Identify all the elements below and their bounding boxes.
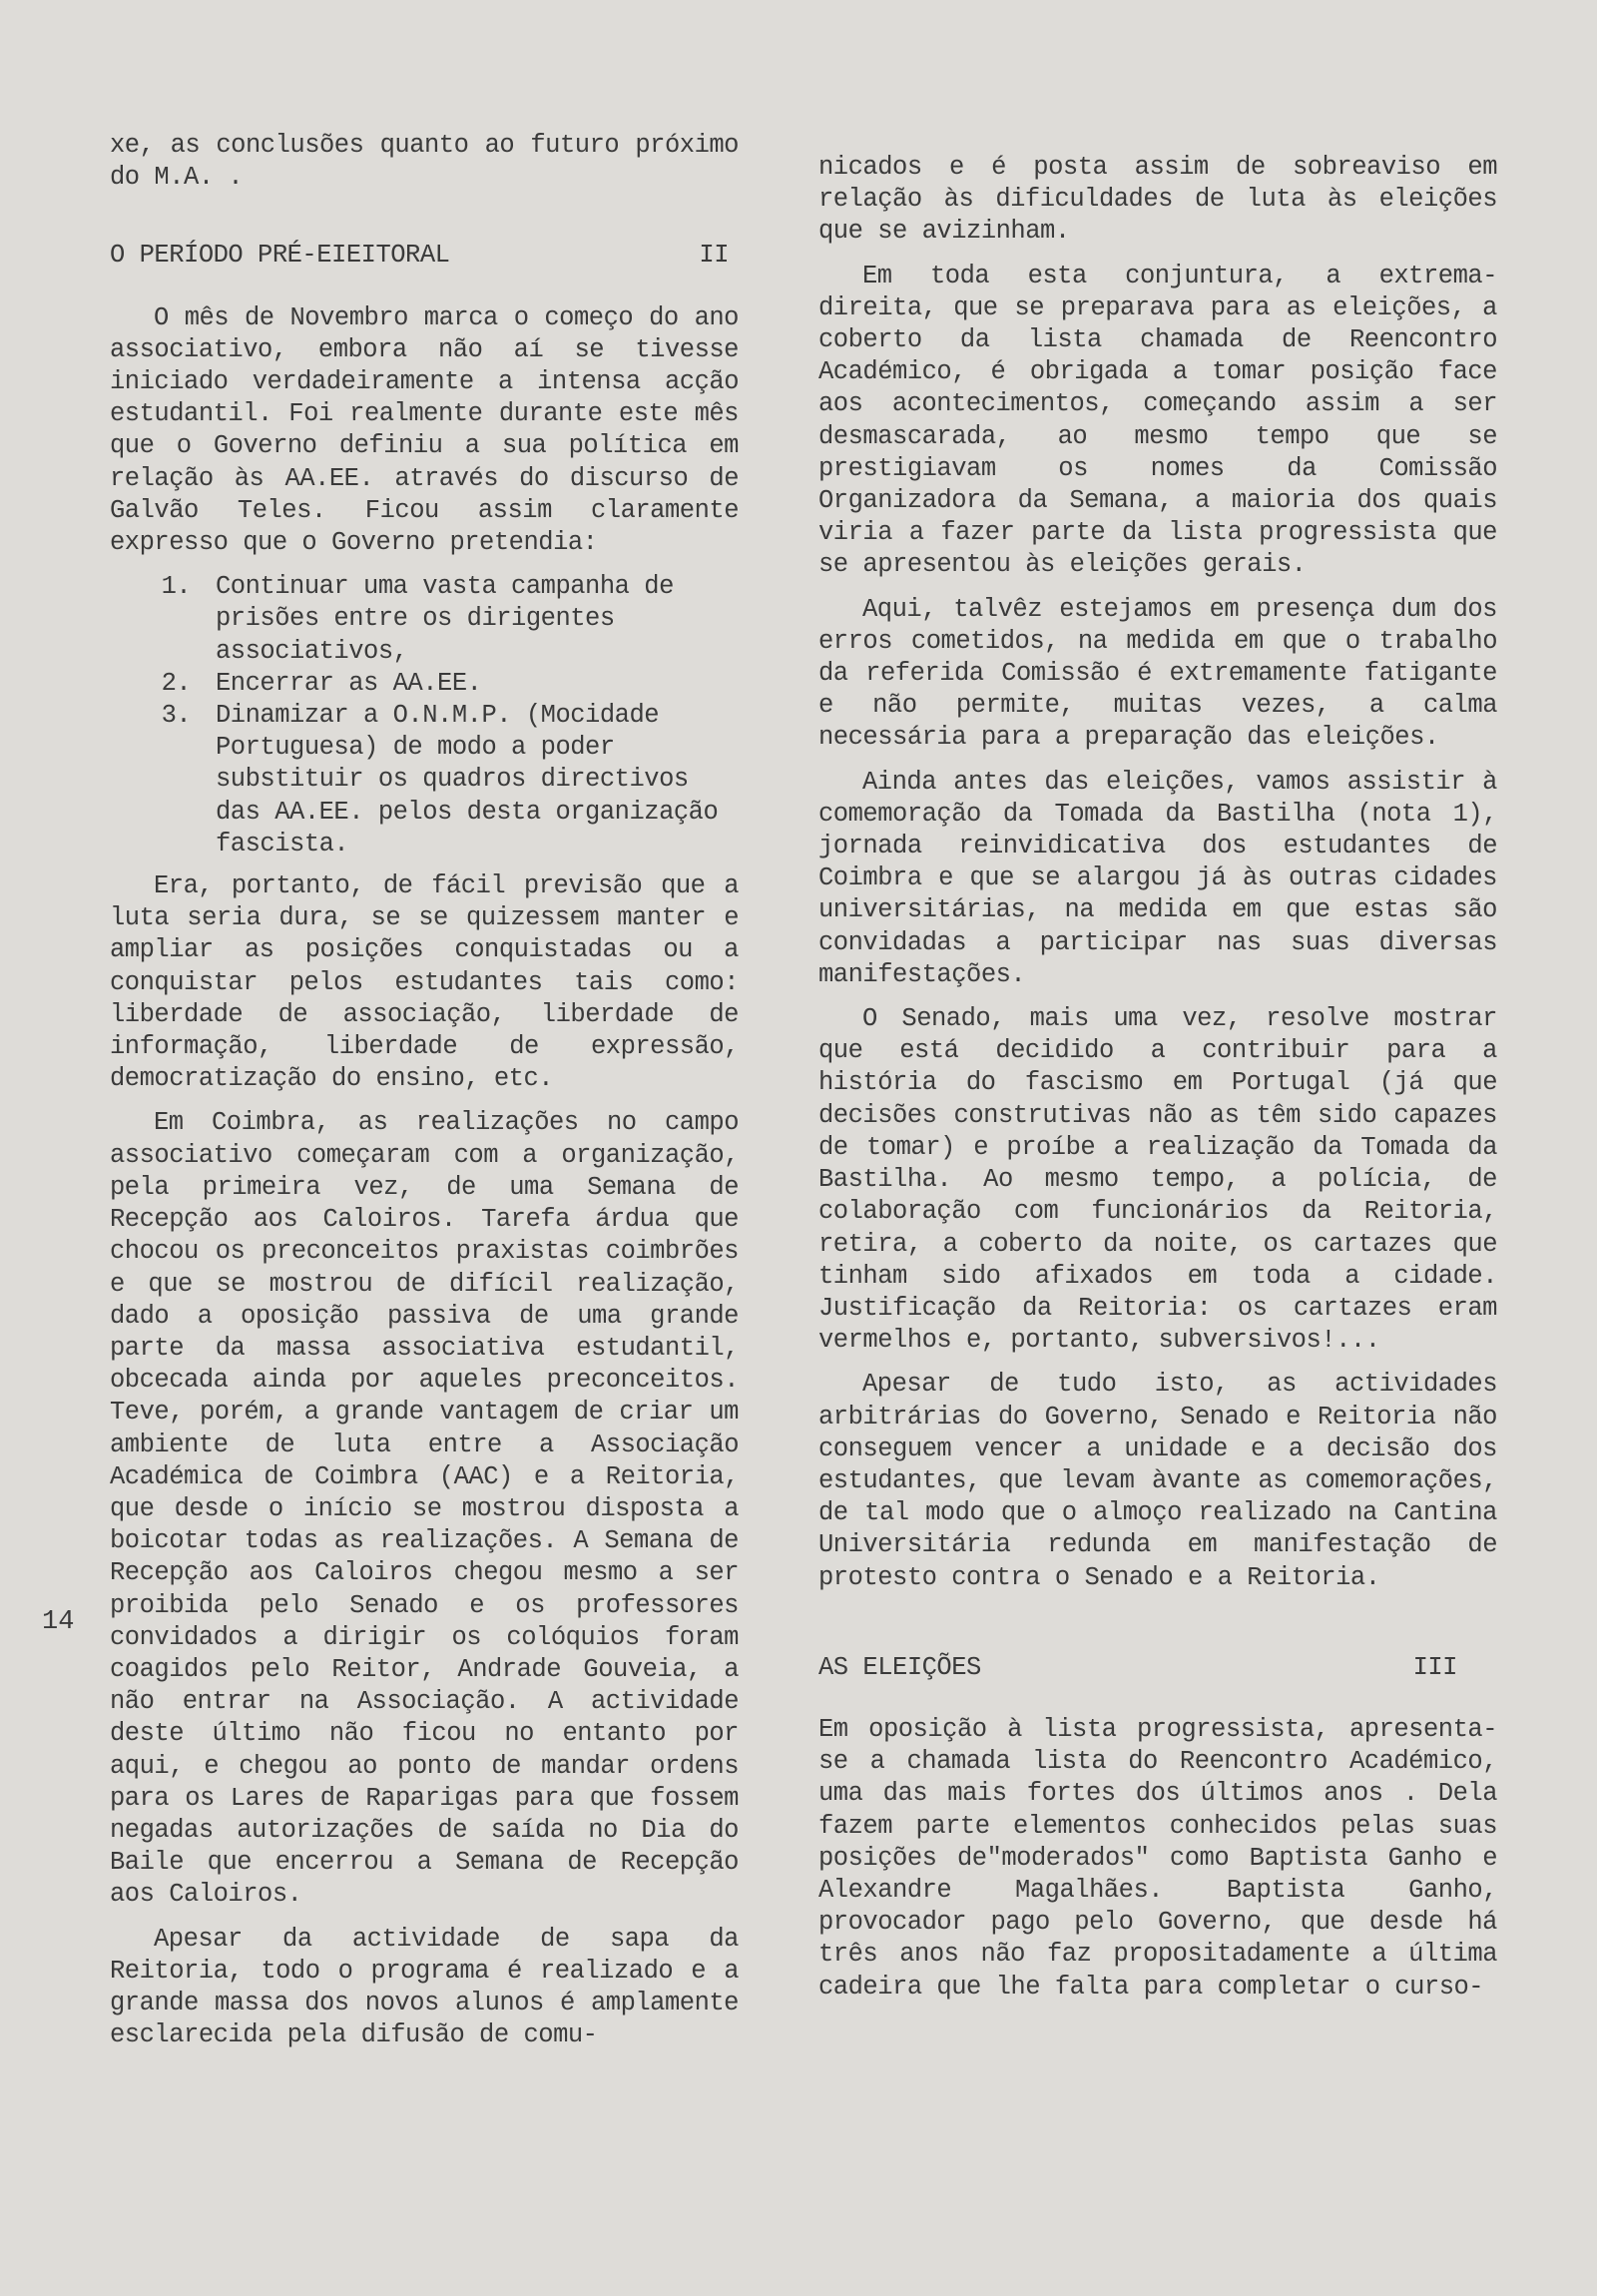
section-heading-iii [818,1652,1497,1684]
intro-paragraph: xe, as conclusões quanto ao futuro próximo do M.A. . [110,131,739,193]
section-title: AS ELEIÇÕES [818,1652,981,1682]
paragraph: Em Coimbra, as realizações no campo associativo começaram com a organização, pela primeira vez, de uma Semana de Recepção aos Caloiros. Tarefa árdua que chocou os preconceitos praxistas coimbrões e que se mostrou de difícil realização, dado a oposição passiva de uma grande parte da massa associativa estudantil, obcecada ainda por aqueles preconceitos. Teve, porém, a grande vantagem de criar um ambiente de luta entre a Associação Académica de Coimbra (AAC) e a Reitoria, que desde o início se mostrou disposta a boicotar todas as realizações. A Semana de Recepção aos Caloiros chegou mesmo a ser proibida pelo Senado e os professores convidados a dirigir os colóquios foram coagidos pelo Reitor, Andrade Gouveia, a não entrar na Associação. A actividade deste último não ficou no entanto por aqui, e chegou ao ponto de mandar ordens para os Lares de Raparigas para que fossem negadas autorizações de saída no Dia do Baile que encerrou a Semana de Recepção aos Caloiros. [110,1108,739,1910]
section-number: III [1412,1652,1457,1682]
paragraph: Em oposição à lista progressista, apresenta-se a chamada lista do Reencontro Académico, uma das mais fortes dos últimos anos . Dela fazem parte elementos conhecidos pelas suas posições de"moderados" como Baptista Ganho e Alexandre Magalhães. Baptista Ganho, provocador pago pelo Governo, que desde há três anos não faz propositadamente a última cadeira que lhe falta para completar o curso- [818,1714,1497,2002]
page-number: 14 [42,1607,75,1637]
section-heading-ii [110,240,739,272]
left-column [110,130,739,2063]
paragraph: O mês de Novembro marca o começo do ano associativo, embora não aí se tivesse iniciado verdadeiramente a intensa acção estudantil. Foi realmente durante este mês que o Governo definiu a sua política em relação às AA.EE. através do discurso de Galvão Teles. Ficou assim claramente expresso que o Governo pretendia: [110,302,739,558]
paragraph: Ainda antes das eleições, vamos assistir à comemoração da Tomada da Bastilha (nota 1), jornada reinvidicativa dos estudantes de Coimbra e que se alargou já às outras cidades universitárias, na medida em que estas são convidadas a participar nas suas diversas manifestações. [818,767,1497,989]
section-title: O PERÍODO PRÉ-EIEITORAL [110,241,450,271]
paragraph: O Senado, mais uma vez, resolve mostrar que está decidido a contribuir para a história do fascismo em Portugal (já que decisões construtivas não as têm sido capazes de tomar) e proíbe a realização da Tomada da Bastilha. Ao mesmo tempo, a polícia, de colaboração com funcionários da Reitoria, retira, a coberto da noite, os cartazes que tinham sido afixados em toda a cidade. Justificação da Reitoria: os cartazes eram vermelhos e, portanto, subversivos!... [818,1004,1497,1356]
paragraph: Apesar da actividade de sapa da Reitoria, todo o programa é realizado e a grande massa dos novos alunos é amplamente esclarecida pela difusão de comu- [110,1924,739,2050]
right-column [818,152,1497,2015]
government-aims-list [110,571,739,861]
list-item: 3. Dinamizar a O.N.M.P. (Mocidade Portuguesa) de modo a poder substituir os quadros directivos das AA.EE. pelos desta organização fascista. [206,700,739,861]
list-item: 2. Encerrar as AA.EE. [206,668,739,700]
paragraph: Aqui, talvêz estejamos em presença dum dos erros cometidos, na medida em que o trabalho da referida Comissão é extremamente fatigante e não permite, muitas vezes, a calma necessária para a preparação das eleições. [818,594,1497,753]
paragraph: Apesar de tudo isto, as actividades arbitrárias do Governo, Senado e Reitoria não conseguem vencer a unidade e a decisão dos estudantes, que levam àvante as comemorações, de tal modo que o almoço realizado na Cantina Universitária redunda em manifestação de protesto contra o Senado e a Reitoria. [818,1370,1497,1592]
paragraph: nicados e é posta assim de sobreaviso em relação às dificuldades de luta às eleições que se avizinham. [818,153,1497,247]
paragraph: Era, portanto, de fácil previsão que a luta seria dura, se se quizessem manter e ampliar as posições conquistadas ou a conquistar pelos estudantes tais como: liberdade de associação, liberdade de informação, liberdade de expressão, democratização do ensino, etc. [110,871,739,1094]
paragraph: Em toda esta conjuntura, a extrema-direita, que se preparava para as eleições, a coberto da lista chamada de Reencontro Académico, é obrigada a tomar posição face aos acontecimentos, começando assim a ser desmascarada, ao mesmo tempo que se prestigiavam os nomes da Comissão Organizadora da Semana, a maioria dos quais viria a fazer parte da lista progressista que se apresentou às eleições gerais. [818,261,1497,580]
list-item: 1. Continuar uma vasta campanha de prisões entre os dirigentes associativos, [206,571,739,668]
section-number: II [699,241,729,271]
